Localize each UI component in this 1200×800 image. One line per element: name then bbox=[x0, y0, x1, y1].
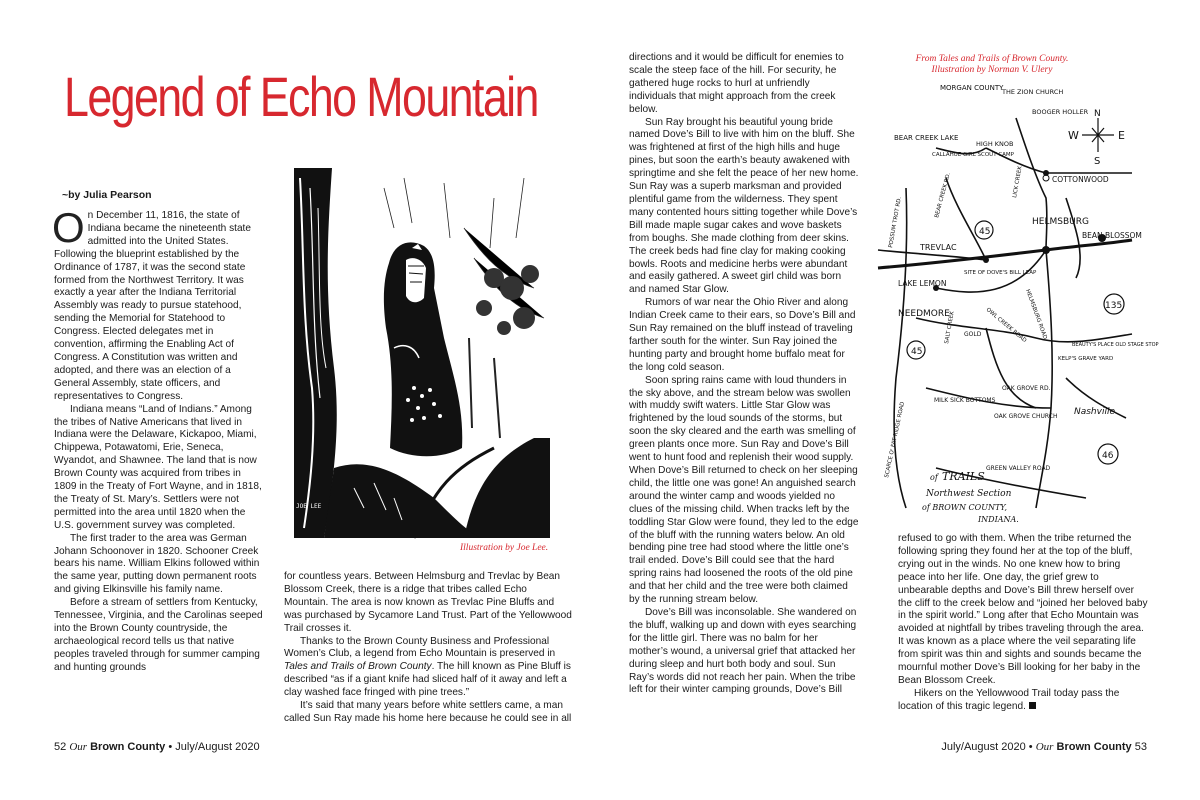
issue-date: • July/August 2020 bbox=[168, 741, 260, 753]
svg-text:BEAR CREEK RD.: BEAR CREEK RD. bbox=[934, 172, 952, 219]
svg-text:W: W bbox=[1068, 129, 1079, 142]
issue-date: July/August 2020 • bbox=[941, 741, 1033, 753]
svg-text:of: of bbox=[930, 473, 938, 482]
svg-text:GREEN VALLEY ROAD: GREEN VALLEY ROAD bbox=[986, 465, 1051, 472]
svg-text:GOLD: GOLD bbox=[964, 331, 982, 338]
paragraph: Rumors of war near the Ohio River and along Indian Creek came to their ears, so Dove’s Bill and Sun Ray remained on the bluff instead of traveling farther south for the winter. Sun Ray joined the hunting party and brought home buffalo meat for the long cold season. bbox=[629, 297, 856, 373]
svg-text:OAK GROVE RD.: OAK GROVE RD. bbox=[1002, 385, 1051, 392]
svg-text:INDIANA.: INDIANA. bbox=[978, 515, 1019, 524]
page-number: 52 bbox=[54, 741, 67, 753]
illustration-art bbox=[294, 168, 550, 538]
map-art bbox=[876, 78, 1159, 528]
folio-right bbox=[941, 741, 1147, 753]
svg-text:N: N bbox=[1094, 109, 1101, 119]
svg-text:BOOGER HOLLER: BOOGER HOLLER bbox=[1032, 108, 1089, 116]
svg-text:BEAR CREEK LAKE: BEAR CREEK LAKE bbox=[894, 134, 959, 142]
svg-text:SALT CREEK: SALT CREEK bbox=[944, 310, 956, 345]
svg-text:TRAILS: TRAILS bbox=[942, 470, 985, 483]
svg-text:HIGH KNOB: HIGH KNOB bbox=[976, 140, 1014, 148]
svg-text:MILK SICK BOTTOMS: MILK SICK BOTTOMS bbox=[934, 397, 996, 404]
map-caption: From Tales and Trails of Brown County. Illustration by Norman V. Ulery bbox=[915, 54, 1069, 75]
svg-text:LICK CREEK: LICK CREEK bbox=[1012, 165, 1024, 199]
svg-text:HELMSBURG ROAD: HELMSBURG ROAD bbox=[1024, 288, 1048, 341]
trail-map bbox=[876, 78, 1159, 528]
end-mark-icon bbox=[1029, 702, 1036, 709]
artist-signature: JOE LEE bbox=[296, 503, 322, 510]
svg-text:OAK GROVE CHURCH: OAK GROVE CHURCH bbox=[994, 413, 1058, 420]
folio-left bbox=[54, 741, 260, 753]
magazine-name: Brown County bbox=[90, 741, 166, 753]
illustration-caption: Illustration by Joe Lee. bbox=[460, 543, 549, 553]
svg-text:KELP'S GRAVE YARD: KELP'S GRAVE YARD bbox=[1058, 356, 1114, 362]
svg-text:45: 45 bbox=[979, 227, 991, 237]
svg-text:BEAUTY'S PLACE OLD STAGE STOP: BEAUTY'S PLACE OLD STAGE STOP bbox=[1072, 342, 1159, 348]
svg-text:SITE OF DOVE'S BILL LEAP: SITE OF DOVE'S BILL LEAP bbox=[964, 270, 1037, 276]
paragraph: for countless years. Between Helmsburg and Trevlac by Bean Blossom Creek, there is a ridge that tribes called Echo Mountain. The area is now known as Trevlac Pine Bluffs and was purchased by Sycamore Land Trust. Part of the Yellowwood Trail crosses it. bbox=[284, 571, 572, 634]
svg-text:MORGAN COUNTY: MORGAN COUNTY bbox=[940, 84, 1004, 92]
svg-text:E: E bbox=[1118, 129, 1125, 142]
drop-cap: O bbox=[52, 204, 85, 251]
svg-text:COTTONWOOD: COTTONWOOD bbox=[1052, 175, 1109, 184]
paragraph: refused to go with them. When the tribe returned the following spring they found her at the top of the bluff, crying out in the winds. No one knew how to bring peace into her life. One day, the grief grew to unbearable depths and Dove’s Bill threw herself over the cliff to the creek below and “joined her beloved baby in the spirit world.” Long after that Echo Mountain was avoided at nightfall by tribes traveling through the area. It was known as a place where the veil separating life from spirit was thin and sights and sounds became the mournful mother Dove’s Bill looking for her baby in the Bean Blossom Creek. bbox=[898, 533, 1148, 686]
svg-text:135: 135 bbox=[1105, 301, 1123, 311]
svg-text:45: 45 bbox=[911, 347, 923, 357]
paragraph: Indiana means “Land of Indians.” Among the tribes of Native Americans that lived in Indiana were the Delaware, Kickapoo, Miami, Chippewa, Potawatomi, Erie, Seneca, Wyandot, and Shawnee. The land that is now Brown County was acquired from tribes in 1809 in the Treaty of Fort Wayne, and in 1818, the Treaty of St. Mary’s. Settlers were not permitted into the area until 1820 when the U.S. government survey was completed. bbox=[54, 403, 262, 531]
text-column-2 bbox=[284, 571, 574, 724]
paragraph: Thanks to the Brown County Business and Professional Women’s Club, a legend from Echo Mountain is preserved in Tales and Trails of Brown County. The hill known as Pine Bluff is described “as if a giant knife had sliced half of it away and left a clay washed face fringed with pine trees.” bbox=[284, 635, 571, 699]
paragraph: The first trader to the area was German Johann Schoonover in 1820. Schooner Creek bears his name. William Elkins followed within the same year, putting down permanent roots and giving Elkinsville his family name. bbox=[54, 532, 260, 596]
svg-text:46: 46 bbox=[1102, 451, 1114, 461]
woman-illustration bbox=[294, 168, 550, 538]
book-title: Tales and Trails of Brown County bbox=[284, 661, 432, 673]
magazine-script: Our bbox=[1035, 741, 1054, 753]
svg-text:of BROWN COUNTY,: of BROWN COUNTY, bbox=[922, 503, 1008, 512]
svg-text:S: S bbox=[1094, 156, 1101, 167]
svg-text:Nashville: Nashville bbox=[1074, 407, 1116, 417]
paragraph: Soon spring rains came with loud thunders in the sky above, and the stream below was swollen with muddy swift waters. Little Star Glow was frightened by the loud sounds of the storms, but soon the sky cleared and the earth was smelling of green plants once more. Sun Ray and Dove’s Bill went to hunt food and replenish their wood supply. When Dove’s Bill returned to check on her sleeping child, the little one was gone! An anguished search around the winter camp and woods yielded no clues of the missing child. When tracks left by the toddling Star Glow were found, they led to the edge of the bluff with the running waters below. An old bending pine tree had stood where the little one’s trail ended. Dove’s Bill could see that the hard spring rains had loosened the roots of the old pine and that her child and the tree were both claimed by the running stream below. bbox=[629, 374, 859, 606]
svg-text:BEAN BLOSSOM: BEAN BLOSSOM bbox=[1082, 231, 1142, 240]
magazine-script: Our bbox=[69, 741, 88, 753]
svg-text:TREVLAC: TREVLAC bbox=[920, 243, 957, 252]
article-title: Legend of Echo Mountain bbox=[64, 65, 538, 128]
text-column-4 bbox=[898, 533, 1148, 723]
svg-text:OWL CREEK ROAD: OWL CREEK ROAD bbox=[984, 306, 1028, 345]
svg-text:NEEDMORE: NEEDMORE bbox=[898, 309, 950, 319]
paragraph: Hikers on the Yellowwood Trail today pass the location of this tragic legend. bbox=[898, 687, 1120, 712]
svg-text:THE ZION CHURCH: THE ZION CHURCH bbox=[1002, 88, 1064, 96]
magazine-name: Brown County bbox=[1056, 741, 1132, 753]
svg-text:POSSUM TROT RD.: POSSUM TROT RD. bbox=[888, 196, 903, 249]
svg-text:CALLAHUE GIRL SCOUT CAMP: CALLAHUE GIRL SCOUT CAMP bbox=[932, 152, 1014, 158]
svg-text:HELMSBURG: HELMSBURG bbox=[1032, 217, 1089, 227]
byline: ~by Julia Pearson bbox=[62, 189, 152, 201]
paragraph: On December 11, 1816, the state of Indiana became the nineteenth state admitted into the United States. Following the blueprint established by the Ordinance of 1787, it was the second state formed from the Northwest Territory. It was exactly a year after the Indiana Territorial Assembly was ready to pursue statehood, sending the Memorial for Statehood to Congress. Elected delegates met in convention, affirming the Enabling Act of Congress. A Constitution was written and adopted, and there was an election of a General Assembly, state officers, and representatives to Congress. bbox=[52, 204, 251, 402]
paragraph: Sun Ray brought his beautiful young bride named Dove’s Bill to live with him on the bluff. She was frightened at first of the high hills and huge pines, but soon the earth’s beauty awakened with springtime and she felt the peace of her new home. Sun Ray was a superb marksman and provided plentiful game from the wilderness. They spent many contented hours sitting together while Dove’s Bill made maple sugar cakes and wove baskets from boughs. She made clothing from deer skins. The creek beds had fine clay for making cooking bowls. Roots and medicine herbs were abundant and easily gathered. A sweet girl child was born and named Star Glow. bbox=[629, 116, 859, 296]
paragraph: Before a stream of settlers from Kentucky, Tennessee, Virginia, and the Carolinas seeped into the Brown County countryside, the archaeological record tells us that native peoples traveled through for summer camping and hunting grounds bbox=[54, 597, 263, 673]
svg-text:Northwest Section: Northwest Section bbox=[926, 489, 1012, 499]
paragraph: It’s said that many years before white settlers came, a man called Sun Ray made his home here because he could see in all bbox=[284, 700, 572, 724]
page-number: 53 bbox=[1134, 741, 1147, 753]
text-column-3 bbox=[629, 52, 859, 722]
svg-text:LAKE LEMON: LAKE LEMON bbox=[898, 279, 947, 288]
text-column-1 bbox=[52, 204, 266, 720]
paragraph: Dove’s Bill was inconsolable. She wandered on the bluff, walking up and down with eyes searching for the little girl. There was no balm for her mother’s wound, a universal grief that attacked her during sleep and hurt both body and soul. Sun Ray’s words did not reach her pain. When the tribe left for their winter camping grounds, Dove’s Bill bbox=[629, 606, 857, 696]
paragraph: directions and it would be difficult for enemies to scale the steep face of the hill. For security, he gathered huge rocks to hurl at unfriendly individuals that might approach from the creek below. bbox=[629, 52, 844, 115]
svg-text:SCARCE O' FAT RIDGE ROAD: SCARCE O' FAT RIDGE ROAD bbox=[884, 401, 907, 479]
